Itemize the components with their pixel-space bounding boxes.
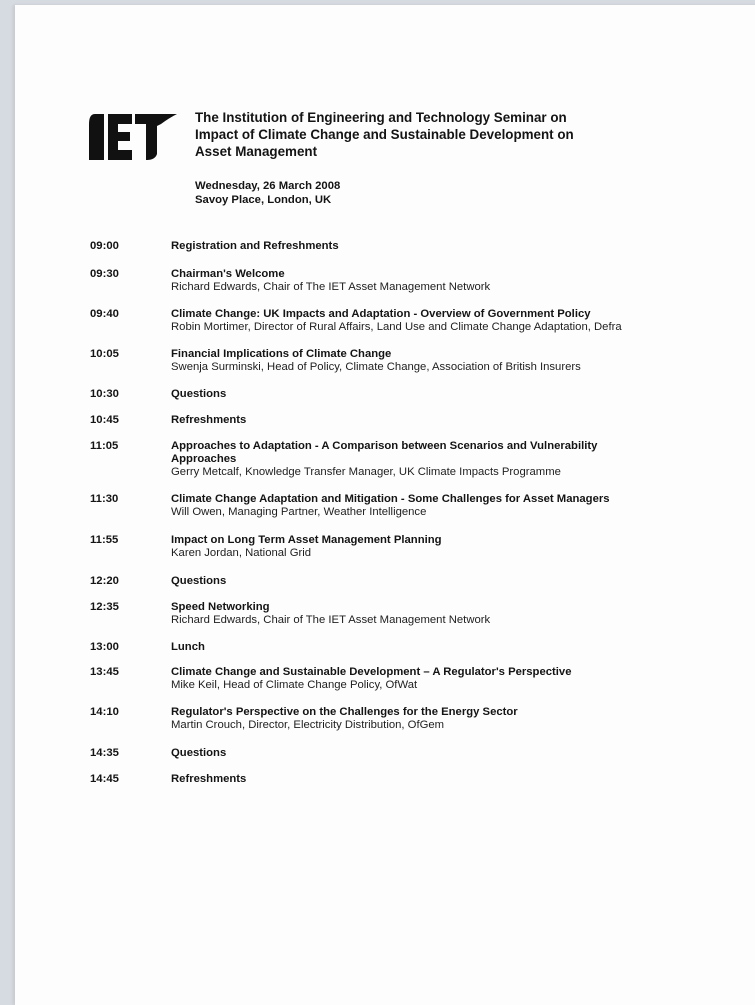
agenda-session-title: Questions [171,575,227,587]
agenda-time: 11:05 [90,440,119,452]
agenda-session-title: Lunch [171,641,205,653]
agenda-time: 14:45 [90,773,119,785]
agenda-session-title: Financial Implications of Climate Change [171,348,392,360]
agenda-speaker: Martin Crouch, Director, Electricity Distribution, OfGem [171,719,445,731]
agenda-speaker: Gerry Metcalf, Knowledge Transfer Manager, UK Climate Impacts Programme [171,466,561,478]
agenda-time: 10:05 [90,348,119,360]
agenda-speaker: Swenja Surminski, Head of Policy, Climate Change, Association of British Insurers [171,361,581,373]
agenda-speaker: Karen Jordan, National Grid [171,547,312,559]
agenda-time: 13:45 [90,666,119,678]
seminar-date: Wednesday, 26 March 2008 [195,180,341,192]
agenda-time: 09:00 [90,240,119,252]
agenda-speaker: Will Owen, Managing Partner, Weather Intelligence [171,506,427,518]
agenda-session-title: Questions [171,747,227,759]
agenda-session-title: Questions [171,388,227,400]
iet-logo-icon [89,114,177,160]
agenda-session-title: Chairman's Welcome [171,268,285,280]
agenda-time: 10:30 [90,388,119,400]
agenda-time: 12:35 [90,601,119,613]
agenda-session-title: Regulator's Perspective on the Challenges for the Energy Sector [171,706,518,718]
iet-logo [89,114,177,160]
agenda-session-title: Registration and Refreshments [171,240,339,252]
seminar-header [195,109,655,207]
seminar-title-line-3: Asset Management [195,144,318,159]
agenda-session-title: Climate Change and Sustainable Development – A Regulator's Perspective [171,666,572,678]
agenda-session-title: Refreshments [171,414,247,426]
agenda-speaker: Richard Edwards, Chair of The IET Asset Management Network [171,281,491,293]
agenda-time: 13:00 [90,641,119,653]
agenda-speaker: Robin Mortimer, Director of Rural Affairs, Land Use and Climate Change Adaptation, Defra [171,321,622,333]
seminar-venue: Savoy Place, London, UK [195,194,332,206]
seminar-title-line-1: The Institution of Engineering and Technology Seminar on [195,110,567,125]
agenda-time: 12:20 [90,575,119,587]
agenda-session-title: Climate Change: UK Impacts and Adaptation - Overview of Government Policy [171,308,591,320]
agenda-time: 14:10 [90,706,119,718]
agenda-session-title: Impact on Long Term Asset Management Planning [171,534,442,546]
agenda-time: 10:45 [90,414,119,426]
agenda-session-title: Climate Change Adaptation and Mitigation - Some Challenges for Asset Managers [171,493,610,505]
agenda-time: 11:30 [90,493,119,505]
agenda-time: 09:40 [90,308,119,320]
agenda-session-title: Approaches to Adaptation - A Comparison between Scenarios and Vulnerability Approaches [171,440,598,465]
agenda-session-title: Refreshments [171,773,247,785]
agenda-time: 09:30 [90,268,119,280]
agenda-speaker: Mike Keil, Head of Climate Change Policy, OfWat [171,679,418,691]
seminar-title-line-2: Impact of Climate Change and Sustainable Development on [195,127,574,142]
agenda-time: 14:35 [90,747,119,759]
agenda-time: 11:55 [90,534,119,546]
agenda-speaker: Richard Edwards, Chair of The IET Asset Management Network [171,614,491,626]
agenda-session-title: Speed Networking [171,601,270,613]
